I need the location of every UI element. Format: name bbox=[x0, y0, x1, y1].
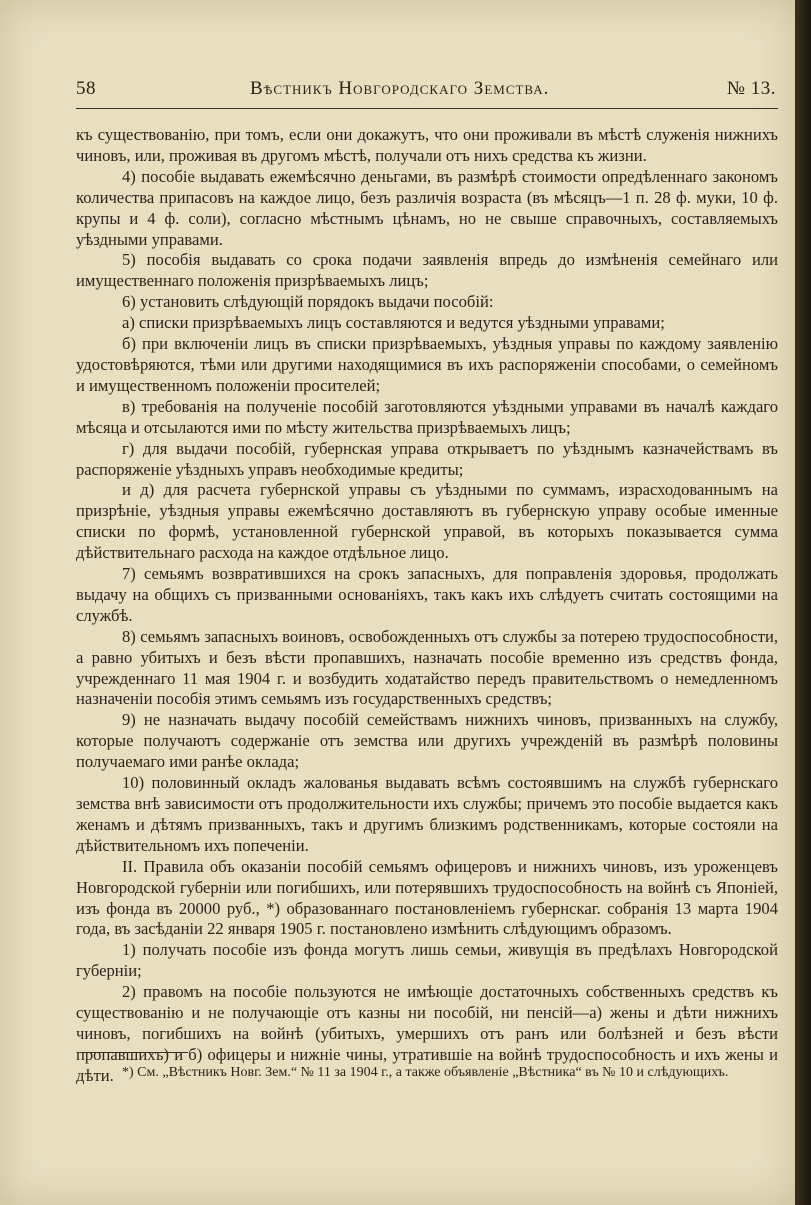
paragraph: г) для выдачи пособій, губернская управа открываетъ по уѣзднымъ казначействамъ въ распоряженіе уѣздныхъ управъ необходимые кредиты; bbox=[76, 438, 778, 479]
paragraph: и д) для расчета губернской управы съ уѣздными по суммамъ, израсходованнымъ на призрѣніе, уѣздныя управы ежемѣсячно доставляютъ въ губернскую управу особые именные списки по формѣ, установленной губернской управой, въ которыхъ показывается сумма дѣйствительнаго расхода на каждое отдѣльное лицо. bbox=[76, 480, 778, 563]
paragraph: 5) пособія выдавать со срока подачи заявленія впредь до измѣненія семейнаго или имущественнаго положенія призрѣваемыхъ лицъ; bbox=[76, 250, 778, 291]
body-text bbox=[76, 125, 778, 1087]
header-rule bbox=[76, 108, 778, 109]
paragraph: 1) получать пособіе изъ фонда могутъ лишь семьи, живущія въ предѣлахъ Новгородской губерніи; bbox=[76, 940, 778, 981]
issue-number: № 13. bbox=[726, 78, 776, 99]
paragraph: б) при включеніи лицъ въ списки призрѣваемыхъ, уѣздныя управы по каждому заявленію удостовѣряются, тѣми или другими находящимися въ ихъ распоряженіи способами, о семейномъ и имущественномъ положеніи просителей; bbox=[76, 334, 778, 395]
footnote: *) См. „Вѣстникъ Новг. Зем.“ № 11 за 1904 г., а также объявленіе „Вѣстника“ въ № 10 и слѣдующихъ. bbox=[122, 1065, 729, 1080]
page-header bbox=[76, 78, 776, 104]
paragraph: 4) пособіе выдавать ежемѣсячно деньгами, въ размѣрѣ стоимости опредѣленнаго закономъ количества припасовъ на каждое лицо, безъ различія возраста (въ мѣсяцъ—1 п. 28 ф. муки, 10 ф. крупы и 4 ф. соли), согласно мѣстнымъ цѣнамъ, но не свыше справочныхъ, составляемыхъ уѣздными управами. bbox=[76, 166, 778, 249]
page-number: 58 bbox=[76, 78, 96, 99]
paragraph: 8) семьямъ запасныхъ воиновъ, освобожденныхъ отъ службы за потерею трудоспособности, а равно убитыхъ и безъ вѣсти пропавшихъ, назначать пособіе временно изъ средствъ фонда, учрежденнаго 11 мая 1904 г. и возбудить ходатайство передъ правительствомъ о немедленномъ назначеніи пособія этимъ семьямъ изъ государственныхъ средствъ; bbox=[76, 626, 778, 709]
paragraph: II. Правила объ оказаніи пособій семьямъ офицеровъ и нижнихъ чиновъ, изъ уроженцевъ Новгородской губерніи или погибшихъ, или потерявшихъ трудоспособность на войнѣ съ Японіей, изъ фонда въ 20000 руб., *) образованнаго постановленіемъ губернскаг. собранія 13 марта 1904 года, въ засѣданіи 22 января 1905 г. постановлено измѣнить слѣдующимъ образомъ. bbox=[76, 856, 778, 939]
paragraph: къ существованію, при томъ, если они докажутъ, что они проживали въ мѣстѣ служенія нижнихъ чиновъ, или, проживая въ другомъ мѣстѣ, получали отъ нихъ средства къ жизни. bbox=[76, 125, 778, 165]
journal-title: Вѣстникъ Новгородскаго Земства. bbox=[250, 78, 550, 99]
paragraph: а) списки призрѣваемыхъ лицъ составляются и ведутся уѣздными управами; bbox=[122, 313, 665, 333]
paragraph: в) требованія на полученіе пособій заготовляются уѣздными управами въ началѣ каждаго мѣсяца и отсылаются ими по мѣсту жительства призрѣваемыхъ лицъ; bbox=[76, 396, 778, 437]
paragraph: 2) правомъ на пособіе пользуются не имѣющіе достаточныхъ собственныхъ средствъ къ существованію и не получающіе отъ казны ни пособій, ни пенсій—а) жены и дѣти нижнихъ чиновъ, погибшихъ на войнѣ (убитыхъ, умершихъ отъ ранъ или болѣзней и безъ вѣсти пропавшихъ) и б) офицеры и нижніе чины, утратившіе на войнѣ трудоспособность и ихъ жены и дѣти. bbox=[76, 982, 778, 1085]
paragraph: 9) не назначать выдачу пособій семействамъ нижнихъ чиновъ, призванныхъ на службу, которые получаютъ содержаніе отъ земства или другихъ учрежденій въ размѣрѣ половины получаемаго ими ранѣе оклада; bbox=[76, 710, 778, 772]
paragraph: 6) установить слѣдующій порядокъ выдачи пособій: bbox=[122, 292, 494, 312]
footnote-rule bbox=[80, 1052, 188, 1053]
paragraph: 10) половинный окладъ жалованья выдавать всѣмъ состоявшимъ на службѣ губернскаго земства внѣ зависимости отъ продолжительности ихъ службы; причемъ это пособіе выдается какъ женамъ и дѣтямъ призванныхъ, такъ и другимъ близкимъ родственникамъ, которые состояли на дѣйствительномъ ихъ попеченіи. bbox=[76, 773, 778, 855]
page-edge bbox=[795, 0, 811, 1205]
paragraph: 7) семьямъ возвратившихся на срокъ запасныхъ, для поправленія здоровья, продолжать выдачу на общихъ съ призванными основаніяхъ, такъ какъ ихъ слѣдуетъ считать состоящими на службѣ. bbox=[76, 564, 778, 625]
